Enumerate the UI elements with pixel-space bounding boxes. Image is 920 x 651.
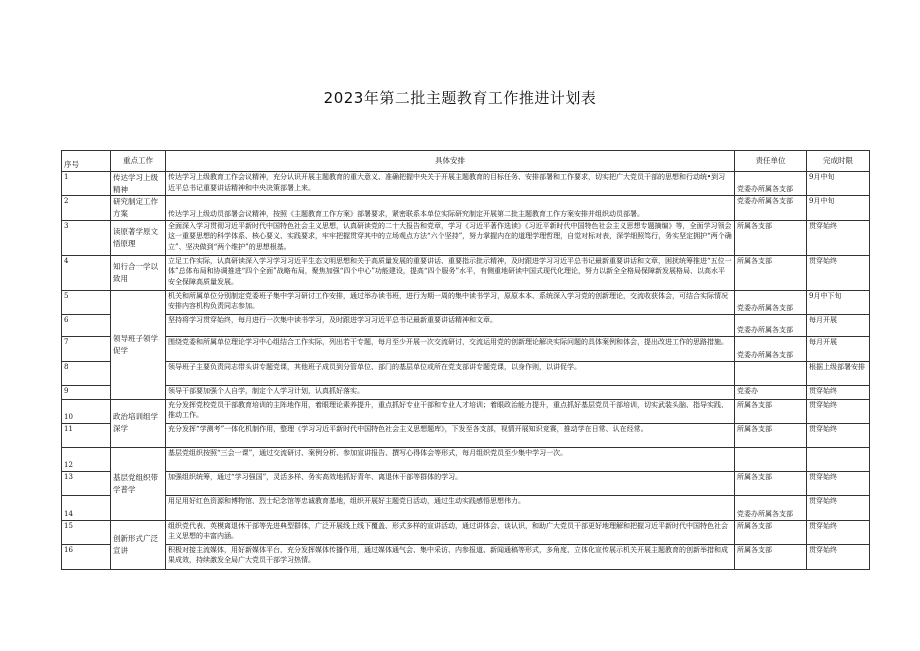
row-content: 全面深入学习贯彻习近平新时代中国特色社会主义思想，认真研读党的二十大报告和党章，学习《习近平著作选读》《习近平新时代中国特色社会主义思想专题摘编》等，全面学习领会这一重要思想的科学体系、核心要义、实践要求，牢牢把握贯穿其中的立场观点方法“六个坚持”，努力掌握内在的道理学理哲理，自觉对标对表，深学细照笃行，务实坚定拥护“两个确立”、坚决做到“两个维护”的思想根基。 — [166, 220, 735, 255]
table-row — [62, 385, 870, 399]
row-num: 3 — [62, 220, 111, 255]
row-unit: 所属各支部 — [735, 220, 807, 255]
row-unit: 所属各支部 — [735, 399, 807, 423]
row-time: 贯穿始终 — [807, 544, 870, 569]
row-content: 机关和所属单位分别制定党委班子集中学习研讨工作安排，通过举办读书班，进行为期一周的集中读书学习，原原本本、系统深入学习党的创新理论，交流收获体会，可结合实际情况安排内容机构负责同志参加。 — [166, 290, 735, 314]
row-time: 9月中旬 — [807, 196, 870, 220]
table-row — [62, 361, 870, 385]
row-content: 领导干部要加强个人自学，制定个人学习计划，认真抓好落实。 — [166, 385, 735, 399]
row-time — [807, 447, 870, 471]
row-time: 贯穿始终 — [807, 495, 870, 520]
row-category: 领导班子领学促学 — [111, 290, 166, 399]
header-time: 完成时限 — [807, 151, 870, 172]
row-unit: 所属各支部 — [735, 471, 807, 495]
row-content: 传达学习上级动员部署会议精神，按照《主题教育工作方案》部署要求，紧密联系本单位实际研究制定开展第二批主题教育工作方案安排并组织动员部署。 — [166, 196, 735, 220]
row-time: 贯穿始终 — [807, 220, 870, 255]
row-unit: 党委办所属各支部 — [735, 196, 807, 220]
row-content: 传达学习上级教育工作会议精神，充分认识开展主题教育的重大意义、准确把握中央关于开展主题教育的目标任务、安排部署和工作要求，切实把广大党员干部的思想和行动统•到习近平总书记重要讲话精神和中央决策部署上来。 — [166, 172, 735, 196]
row-num: 1 — [62, 172, 111, 196]
table-row — [62, 423, 870, 447]
row-num: 16 — [62, 544, 111, 569]
header-category: 重点工作 — [111, 151, 166, 172]
row-content: 立足工作实际，认真研读深入学习学习习近平生态文明思想和关于高质量发展的重要讲话、重要指示批示精神，及时跟进学习习近平总书记最新重要讲话和文章，困扰统筹推进“五位一体”总体布局和协调推进“四个全面”战略布局，聚焦加强“四个中心”功能建设，提高“四个服务”水平，有侧重地研读中国式现代化理论，努力以新全全格局保障新发展格局、以高水平安全保障高质量发展。 — [166, 255, 735, 290]
table-row — [62, 314, 870, 336]
row-num: 12 — [62, 447, 111, 471]
header-seq: 序号 — [62, 151, 111, 172]
table-row — [62, 447, 870, 471]
row-content: 加强组织统筹，通过“学习强国”，灵活多样、务实高效地抓好青年、离退休干部等群体的学习。 — [166, 471, 735, 495]
row-num: 10 — [62, 399, 111, 423]
table-row — [62, 495, 870, 520]
row-time: 贯穿始终 — [807, 399, 870, 423]
row-content: 用足用好红色资源和博物馆、烈士纪念馆等忠诚教育基地，组织开展好主题党日活动，通过生动实践感悟思想伟力。 — [166, 495, 735, 520]
row-content: 围绕党委和所属单位理论学习中心组结合工作实际，列出若干专题，每月至少开展一次交流研讨，交流运用党的创新理论解决实际问题的具体案例和体会，提出改进工作的思路措施。 — [166, 336, 735, 361]
row-num: 7 — [62, 336, 111, 361]
page-title: 2023年第二批主题教育工作推进计划表 — [323, 89, 597, 107]
row-unit — [735, 447, 807, 471]
row-num: 4 — [62, 255, 111, 290]
table-row — [62, 520, 870, 544]
plan-table — [61, 150, 870, 570]
table-row — [62, 399, 870, 423]
row-time: 每月开展 — [807, 336, 870, 361]
row-time: 根据上级部署安排 — [807, 361, 870, 385]
row-unit: 所属各支部 — [735, 544, 807, 569]
row-content: 组织党代表、英模离退休干部等先进典型群体，广泛开展线上线下覆盖、形式多样的宣讲活动，通过讲体会、谈认识，和助广大党员干部更好地理解和把握习近平新时代中国特色社会主义思想的丰富内涵。 — [166, 520, 735, 544]
row-category: 研究制定工作方案 — [111, 196, 166, 220]
row-content: 积极对接主流媒体，用好新媒体平台，充分发挥媒体传播作用，通过媒体通气会、集中采访、内参报道、新闻通稿等形式，多角度、立体化宣传展示机关开展主题教育的创新举措和成果成效，持续激发全局广大党员干部学习热情。 — [166, 544, 735, 569]
row-unit: 党委办所属各支部 — [735, 172, 807, 196]
row-unit: 所属各支部 — [735, 255, 807, 290]
table-row — [62, 336, 870, 361]
row-unit: 党委办所属各支部 — [735, 290, 807, 314]
row-content: 坚持将学习贯穿始终，每月进行一次集中读书学习，及时跟进学习习近平总书记最新重要讲话精神和文章。 — [166, 314, 735, 336]
row-unit — [735, 361, 807, 385]
row-category: 传达学习上级精神 — [111, 172, 166, 196]
header-content: 具体安排 — [166, 151, 735, 172]
row-time: 贯穿始终 — [807, 385, 870, 399]
row-num: 13 — [62, 471, 111, 495]
row-unit: 党委办所属各支部 — [735, 336, 807, 361]
table-row — [62, 290, 870, 314]
table-row — [62, 471, 870, 495]
row-unit: 党委办所属各支部 — [735, 314, 807, 336]
table-row — [62, 544, 870, 569]
row-time: 贯穿始终 — [807, 520, 870, 544]
row-category: 知行合一学以致用 — [111, 255, 166, 290]
table-header-row — [62, 151, 870, 172]
row-num: 14 — [62, 495, 111, 520]
row-category: 创新形式广泛宣讲 — [111, 520, 166, 569]
row-category: 读原著学原文悟原理 — [111, 220, 166, 255]
row-content: 充分发挥“学测考”一体化机制作用，整理《学习习近平新时代中国特色社会主义思想题库》，下发至各支部，视情开展知识竞赛，推动学在日常、认在经常。 — [166, 423, 735, 447]
row-num: 6 — [62, 314, 111, 336]
row-unit: 所属各支部 — [735, 520, 807, 544]
row-time: 贯穿始终 — [807, 423, 870, 447]
row-num: 5 — [62, 290, 111, 314]
table-row — [62, 196, 870, 220]
table-row — [62, 255, 870, 290]
table-row — [62, 220, 870, 255]
row-content: 充分发挥党校党员干部教育培训的主阵地作用，着眼理论素养提升，重点抓好专业干部和专业人才培训；着眼政治能力提升，重点抓好基层党员干部培训，切实武装头脑、指导实践、推动工作。 — [166, 399, 735, 423]
row-time: 每月开展 — [807, 314, 870, 336]
row-time: 9月中旬 — [807, 172, 870, 196]
row-unit: 所属各支部 — [735, 423, 807, 447]
row-unit: 党委办 — [735, 385, 807, 399]
header-unit: 责任单位 — [735, 151, 807, 172]
row-num: 9 — [62, 385, 111, 399]
row-content: 领导班子主要负责同志带头讲专题党课，其他班子成员到分管单位、部门的基层单位或所在党支部讲专题党课，以身作则，以讲促学。 — [166, 361, 735, 385]
row-category: 基层党组织带学普学 — [111, 447, 166, 520]
row-time: 贯穿始终 — [807, 471, 870, 495]
row-num: 11 — [62, 423, 111, 447]
row-category: 政治培训组学深学 — [111, 399, 166, 447]
table-row — [62, 172, 870, 196]
row-time: 9月中下旬 — [807, 290, 870, 314]
row-time: 贯穿始终 — [807, 255, 870, 290]
row-unit: 党委办所属各支部 — [735, 495, 807, 520]
row-num: 15 — [62, 520, 111, 544]
row-content: 基层党组织按照“三会一课”，通过交流研讨、案例分析、参加宣讲报告、撰写心得体会等形式，每月组织党员至少集中学习一次。 — [166, 447, 735, 471]
row-num: 8 — [62, 361, 111, 385]
row-num: 2 — [62, 196, 111, 220]
